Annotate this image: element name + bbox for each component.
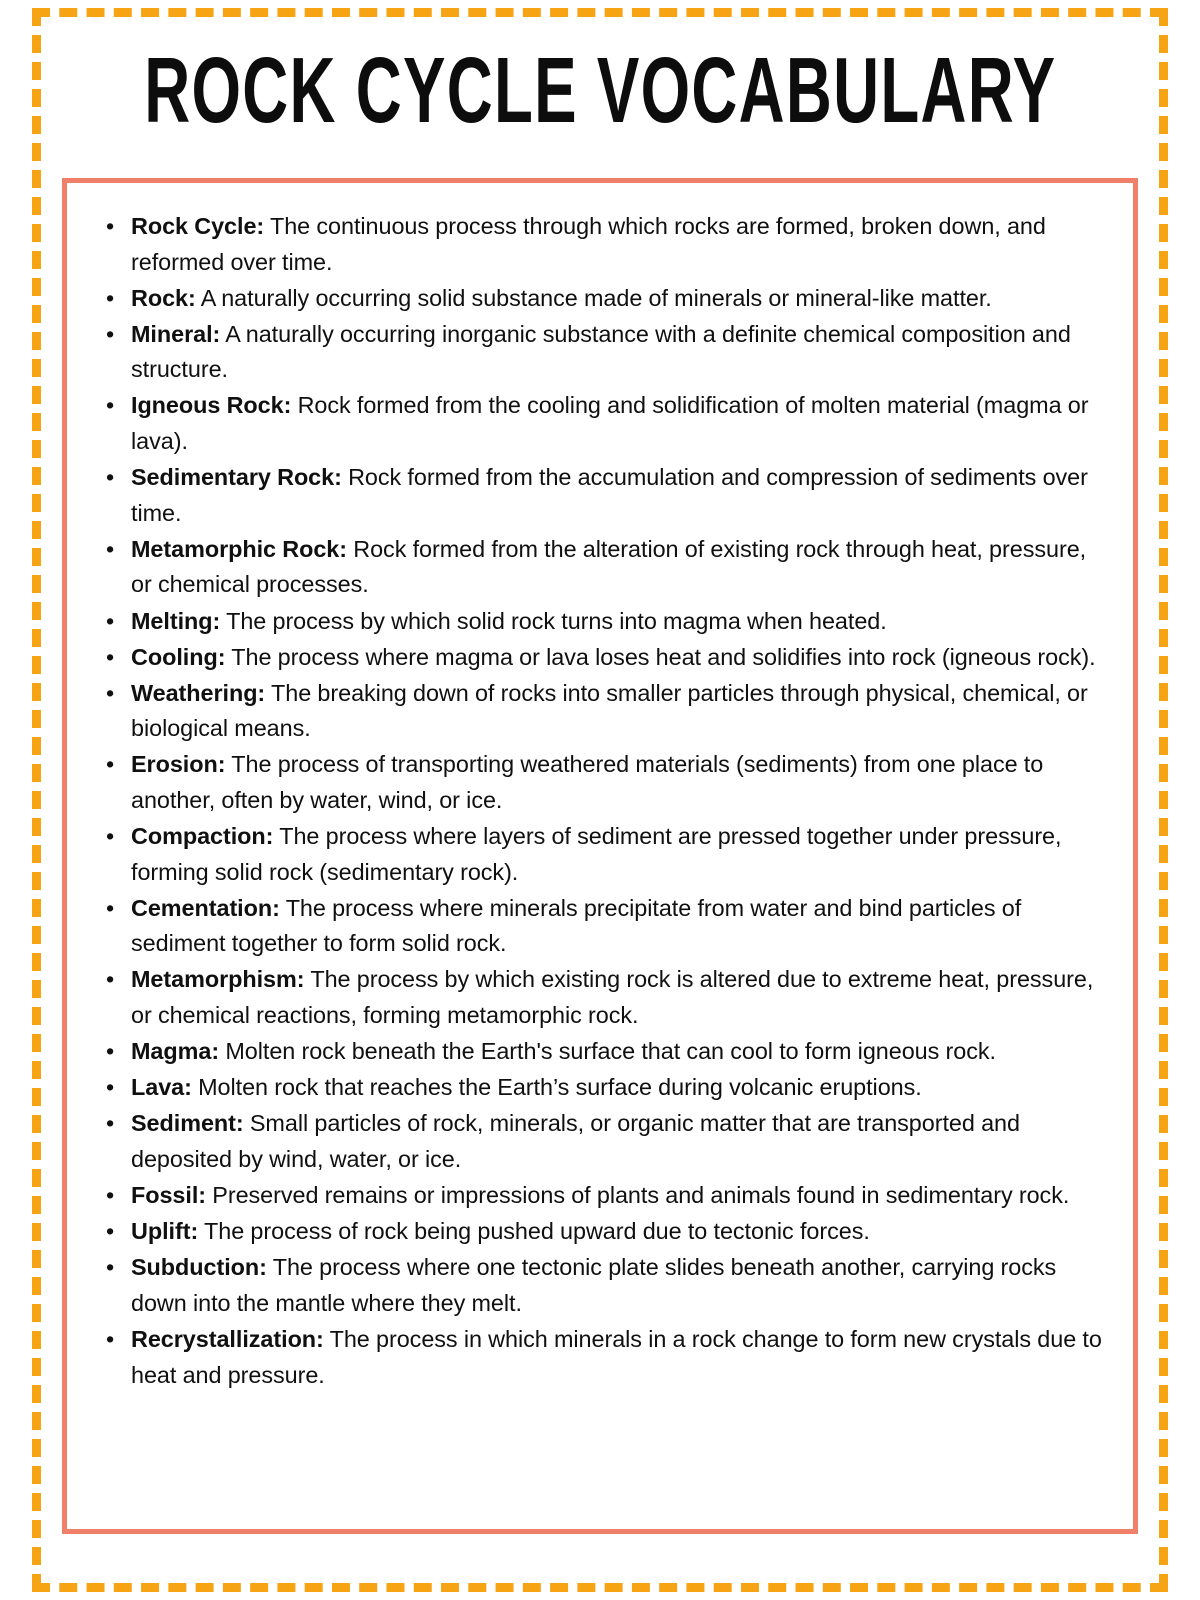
bullet-icon: • xyxy=(106,751,115,778)
vocabulary-definition: The process by which existing rock is altered due to extreme heat, pressure, or chemical reactions, forming metamorphic rock. xyxy=(131,966,1094,1029)
vocabulary-content-box xyxy=(62,178,1138,1534)
vocabulary-entry xyxy=(97,819,1111,890)
vocabulary-term: Mineral: xyxy=(131,320,221,347)
vocabulary-entry xyxy=(97,1178,1111,1214)
vocabulary-definition: The process in which minerals in a rock change to form new crystals due to heat and pressure. xyxy=(131,1325,1102,1388)
vocabulary-term: Fossil: xyxy=(131,1182,207,1209)
vocabulary-term: Weathering: xyxy=(131,679,266,706)
vocabulary-list xyxy=(67,183,1133,1393)
vocabulary-entry xyxy=(97,1070,1111,1106)
vocabulary-definition: The process where one tectonic plate slides beneath another, carrying rocks down into the mantle where they melt. xyxy=(131,1254,1057,1316)
vocabulary-entry xyxy=(97,604,1111,640)
bullet-icon: • xyxy=(106,679,115,706)
vocabulary-term: Melting: xyxy=(131,607,221,634)
vocabulary-term: Lava: xyxy=(131,1074,192,1101)
vocabulary-entry xyxy=(97,281,1111,317)
vocabulary-entry xyxy=(97,747,1111,818)
bullet-icon: • xyxy=(106,643,115,670)
vocabulary-definition: The continuous process through which rocks are formed, broken down, and reformed over time. xyxy=(131,213,1046,275)
vocabulary-definition: Rock formed from the cooling and solidification of molten material (magma or lava). xyxy=(131,392,1089,455)
vocabulary-entry xyxy=(97,640,1111,676)
vocabulary-entry xyxy=(97,1214,1111,1250)
bullet-icon: • xyxy=(106,1325,115,1352)
bullet-icon: • xyxy=(106,823,115,850)
bullet-icon: • xyxy=(106,1038,115,1065)
bullet-icon: • xyxy=(106,535,115,562)
vocabulary-term: Sedimentary Rock: xyxy=(131,464,342,491)
vocabulary-entry xyxy=(97,962,1111,1033)
vocabulary-definition: Preserved remains or impressions of plants and animals found in sedimentary rock. xyxy=(212,1182,1070,1209)
vocabulary-entry xyxy=(97,1106,1111,1177)
bullet-icon: • xyxy=(106,392,115,419)
bullet-icon: • xyxy=(106,1074,115,1101)
vocabulary-definition: The process where layers of sediment are pressed together under pressure, forming solid rock (sedimentary rock). xyxy=(131,823,1062,885)
vocabulary-entry xyxy=(97,1250,1111,1321)
vocabulary-term: Metamorphic Rock: xyxy=(131,535,347,562)
vocabulary-term: Erosion: xyxy=(131,751,226,778)
vocabulary-term: Rock Cycle: xyxy=(131,213,265,239)
vocabulary-term: Rock: xyxy=(131,284,196,311)
vocabulary-definition: Rock formed from the alteration of existing rock through heat, pressure, or chemical processes. xyxy=(131,535,1087,598)
vocabulary-definition: The process where magma or lava loses heat and solidifies into rock (igneous rock). xyxy=(231,643,1096,670)
vocabulary-entry xyxy=(97,891,1111,962)
bullet-icon: • xyxy=(106,607,115,634)
vocabulary-term: Cementation: xyxy=(131,894,280,921)
vocabulary-definition: The process of rock being pushed upward due to tectonic forces. xyxy=(204,1218,870,1245)
vocabulary-term: Recrystallization: xyxy=(131,1325,324,1352)
bullet-icon: • xyxy=(106,1254,115,1281)
vocabulary-term: Uplift: xyxy=(131,1218,199,1245)
vocabulary-definition: Small particles of rock, minerals, or organic matter that are transported and deposited by wind, water, or ice. xyxy=(131,1110,1020,1172)
vocabulary-term: Cooling: xyxy=(131,643,226,670)
vocabulary-definition: A naturally occurring solid substance made of minerals or mineral-like matter. xyxy=(200,284,992,311)
bullet-icon: • xyxy=(106,1110,115,1137)
bullet-icon: • xyxy=(106,966,115,993)
vocabulary-entry xyxy=(97,532,1111,603)
vocabulary-entry xyxy=(97,460,1111,531)
vocabulary-entry xyxy=(97,676,1111,747)
vocabulary-entry xyxy=(97,209,1111,280)
vocabulary-term: Igneous Rock: xyxy=(131,392,292,419)
vocabulary-term: Sediment: xyxy=(131,1110,244,1137)
vocabulary-definition: Molten rock beneath the Earth's surface that can cool to form igneous rock. xyxy=(225,1038,996,1065)
vocabulary-definition: The breaking down of rocks into smaller particles through physical, chemical, or biological means. xyxy=(131,679,1088,742)
bullet-icon: • xyxy=(106,894,115,921)
vocabulary-term: Metamorphism: xyxy=(131,966,305,993)
vocabulary-definition: The process where minerals precipitate from water and bind particles of sediment together to form solid rock. xyxy=(131,894,1022,957)
vocabulary-definition: Molten rock that reaches the Earth’s surface during volcanic eruptions. xyxy=(198,1074,922,1101)
bullet-icon: • xyxy=(106,464,115,491)
bullet-icon: • xyxy=(106,284,115,311)
bullet-icon: • xyxy=(106,1182,115,1209)
bullet-icon: • xyxy=(106,1218,115,1245)
vocabulary-entry xyxy=(97,1034,1111,1070)
vocabulary-term: Subduction: xyxy=(131,1254,267,1281)
title-area xyxy=(60,37,1140,143)
page-title: ROCK CYCLE VOCABULARY xyxy=(143,37,1057,143)
vocabulary-definition: A naturally occurring inorganic substance with a definite chemical composition and structure. xyxy=(131,320,1071,383)
vocabulary-definition: The process by which solid rock turns into magma when heated. xyxy=(226,607,887,634)
vocabulary-term: Compaction: xyxy=(131,823,274,850)
vocabulary-definition: The process of transporting weathered materials (sediments) from one place to another, often by water, wind, or ice. xyxy=(131,751,1044,813)
vocabulary-entry xyxy=(97,388,1111,459)
vocabulary-entry xyxy=(97,317,1111,388)
vocabulary-entry xyxy=(97,1322,1111,1393)
bullet-icon: • xyxy=(106,320,115,347)
vocabulary-definition: Rock formed from the accumulation and compression of sediments over time. xyxy=(131,464,1088,526)
vocabulary-term: Magma: xyxy=(131,1038,220,1065)
bullet-icon: • xyxy=(106,213,115,239)
